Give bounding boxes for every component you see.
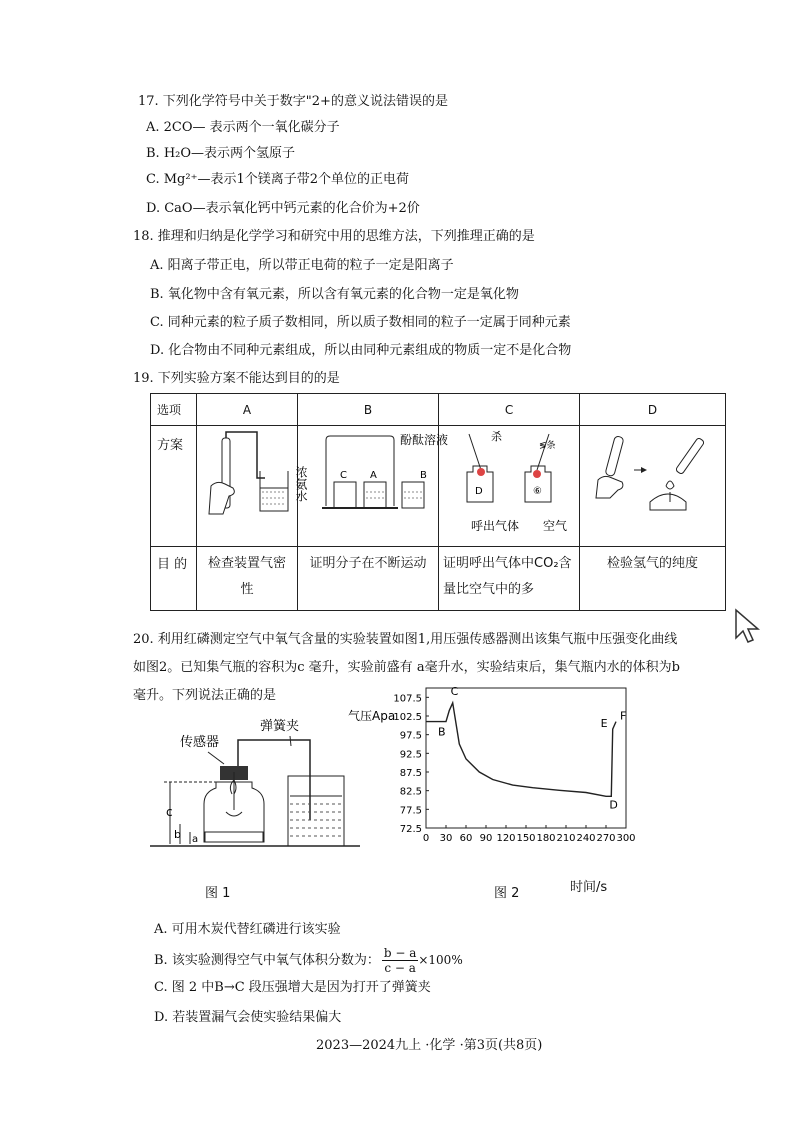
q20-option-d: D. 若装置漏气会使实验结果偏大 bbox=[154, 1010, 342, 1025]
q18-option-c: C. 同种元素的粒子质子数相同，所以质子数相同的粒子一定属于同种元素 bbox=[150, 315, 571, 330]
beaker-c-label: C bbox=[340, 470, 348, 481]
sensor-label: 传感器 bbox=[180, 735, 220, 750]
q20-stem-line3: 毫升。下列说法正确的是 bbox=[133, 688, 277, 703]
point-label-d: D bbox=[609, 798, 618, 812]
x-tick-label: 240 bbox=[576, 833, 596, 844]
point-label-f: F bbox=[620, 709, 627, 723]
purpose-c: 证明呼出气体中CO₂含量比空气中的多 bbox=[439, 547, 580, 611]
q17-stem: 17. 下列化学符号中关于数字"2+的意义说法错误的是 bbox=[138, 94, 448, 109]
breath-co2-apparatus-figure bbox=[439, 426, 579, 542]
fraction-denominator: c − a bbox=[384, 961, 416, 975]
purpose-a: 检查装置气密性 bbox=[197, 547, 298, 611]
fraction bbox=[382, 946, 419, 975]
x-tick-label: 180 bbox=[536, 833, 556, 844]
header-label: 选项 bbox=[151, 394, 197, 426]
column-a: A bbox=[197, 394, 298, 426]
plan-c-cell bbox=[439, 426, 580, 547]
purpose-label: 目 的 bbox=[151, 547, 197, 611]
y-axis-label: 气压Apa bbox=[348, 709, 396, 723]
y-tick-label: 72.5 bbox=[399, 824, 422, 835]
q20-option-c: C. 图 2 中B→C 段压强增大是因为打开了弹簧夹 bbox=[154, 980, 431, 995]
pressure-curve bbox=[426, 703, 616, 796]
plan-label: 方案 bbox=[151, 426, 197, 547]
purpose-d: 检验氢气的纯度 bbox=[580, 547, 726, 611]
plan-a-cell bbox=[197, 426, 298, 547]
phenolphthalein-label: 酚酞溶液 bbox=[400, 433, 449, 447]
x-tick-label: 90 bbox=[479, 833, 493, 844]
purpose-b: 证明分子在不断运动 bbox=[298, 547, 439, 611]
q18-stem: 18. 推理和归纳是化学学习和研究中用的思维方法，下列推理正确的是 bbox=[133, 229, 535, 244]
point-label-b: B bbox=[438, 725, 446, 739]
q18-option-a: A. 阳离子带正电，所以带正电荷的粒子一定是阳离子 bbox=[150, 258, 454, 273]
ammonia-label: 浓氨水 bbox=[294, 466, 309, 502]
q17-option-b: B. H₂O—表示两个氢原子 bbox=[146, 146, 296, 161]
x-tick-label: 270 bbox=[596, 833, 616, 844]
q18-option-d: D. 化合物由不同种元素组成，所以由同种元素组成的物质一定不是化合物 bbox=[150, 343, 572, 358]
q20-option-a: A. 可用木炭代替红磷进行该实验 bbox=[154, 922, 341, 937]
column-c: C bbox=[439, 394, 580, 426]
fraction-suffix: ×100% bbox=[418, 953, 463, 967]
q20-option-b-text: B. 该实验测得空气中氧气体积分数为： bbox=[154, 953, 380, 968]
x-tick-label: 120 bbox=[496, 833, 516, 844]
point-label-e: E bbox=[600, 717, 608, 731]
figure-1-caption: 图 1 bbox=[205, 886, 231, 901]
q18-option-b: B. 氧化物中含有氧元素，所以含有氧元素的化合物一定是氧化物 bbox=[150, 287, 519, 302]
y-tick-label: 102.5 bbox=[393, 712, 422, 723]
svg-text:≶条: ≶条 bbox=[539, 441, 556, 451]
height-b-label: b bbox=[174, 828, 181, 841]
x-axis-label: 时间/s bbox=[570, 880, 608, 895]
beaker-b-label: B bbox=[420, 470, 427, 481]
height-c-label: c bbox=[166, 805, 173, 819]
q17-option-d: D. CaO—表示氧化钙中钙元素的化合价为+2价 bbox=[146, 201, 420, 216]
q20-stem-line1: 20. 利用红磷测定空气中氧气含量的实验装置如图1,用压强传感器测出该集气瓶中压强变化曲线 bbox=[133, 632, 678, 647]
bottle-d-label: D bbox=[475, 486, 483, 497]
mouse-cursor-icon bbox=[734, 608, 762, 646]
y-tick-label: 87.5 bbox=[399, 768, 422, 779]
x-tick-label: 30 bbox=[439, 833, 453, 844]
fraction-numerator: b − a bbox=[383, 946, 417, 960]
beaker-a-label: A bbox=[370, 470, 377, 481]
y-tick-label: 97.5 bbox=[399, 730, 422, 742]
x-tick-label: 0 bbox=[422, 833, 430, 844]
x-tick-label: 210 bbox=[556, 833, 576, 844]
plot-frame bbox=[426, 688, 626, 828]
figure-2-pressure-chart bbox=[346, 684, 636, 852]
molecule-motion-apparatus-figure bbox=[294, 426, 449, 542]
svg-text:杀: 杀 bbox=[491, 430, 503, 443]
exhaled-gas-label: 呼出气体 bbox=[471, 519, 520, 533]
x-tick-label: 60 bbox=[459, 833, 473, 844]
q20-option-b bbox=[154, 946, 463, 975]
y-tick-label: 77.5 bbox=[399, 805, 422, 817]
x-tick-label: 300 bbox=[616, 833, 636, 844]
plan-b-cell bbox=[294, 426, 449, 547]
x-tick-label: 150 bbox=[516, 833, 536, 844]
page-footer: 2023—2024九上 ·化学 ·第3页(共8页) bbox=[316, 1038, 543, 1053]
hydrogen-purity-apparatus-figure bbox=[580, 426, 724, 542]
column-d: D bbox=[580, 394, 726, 426]
clip-label: 弹簧夹 bbox=[260, 719, 300, 734]
q19-stem: 19. 下列实验方案不能达到目的的是 bbox=[133, 371, 340, 386]
figure-2-caption: 图 2 bbox=[494, 886, 520, 901]
q17-option-c: C. Mg²⁺—表示1个镁离子带2个单位的正电荷 bbox=[146, 172, 409, 187]
column-b: B bbox=[298, 394, 439, 426]
point-label-c: C bbox=[450, 684, 459, 698]
y-tick-label: 92.5 bbox=[399, 749, 422, 761]
svg-text:⑥: ⑥ bbox=[533, 486, 542, 497]
plan-d-cell bbox=[580, 426, 726, 547]
y-tick-label: 82.5 bbox=[399, 786, 422, 798]
height-a-label: a bbox=[192, 834, 199, 845]
q20-stem-line2: 如图2。已知集气瓶的容积为c 毫升，实验前盛有 a毫升水，实验结束后，集气瓶内水的体积为b bbox=[133, 660, 680, 675]
q19-experiment-table bbox=[150, 393, 726, 611]
y-tick-label: 107.5 bbox=[393, 693, 422, 705]
air-label: 空气 bbox=[543, 519, 568, 533]
airtightness-apparatus-figure bbox=[197, 426, 297, 542]
q17-option-a: A. 2CO— 表示两个一氧化碳分子 bbox=[146, 120, 340, 135]
